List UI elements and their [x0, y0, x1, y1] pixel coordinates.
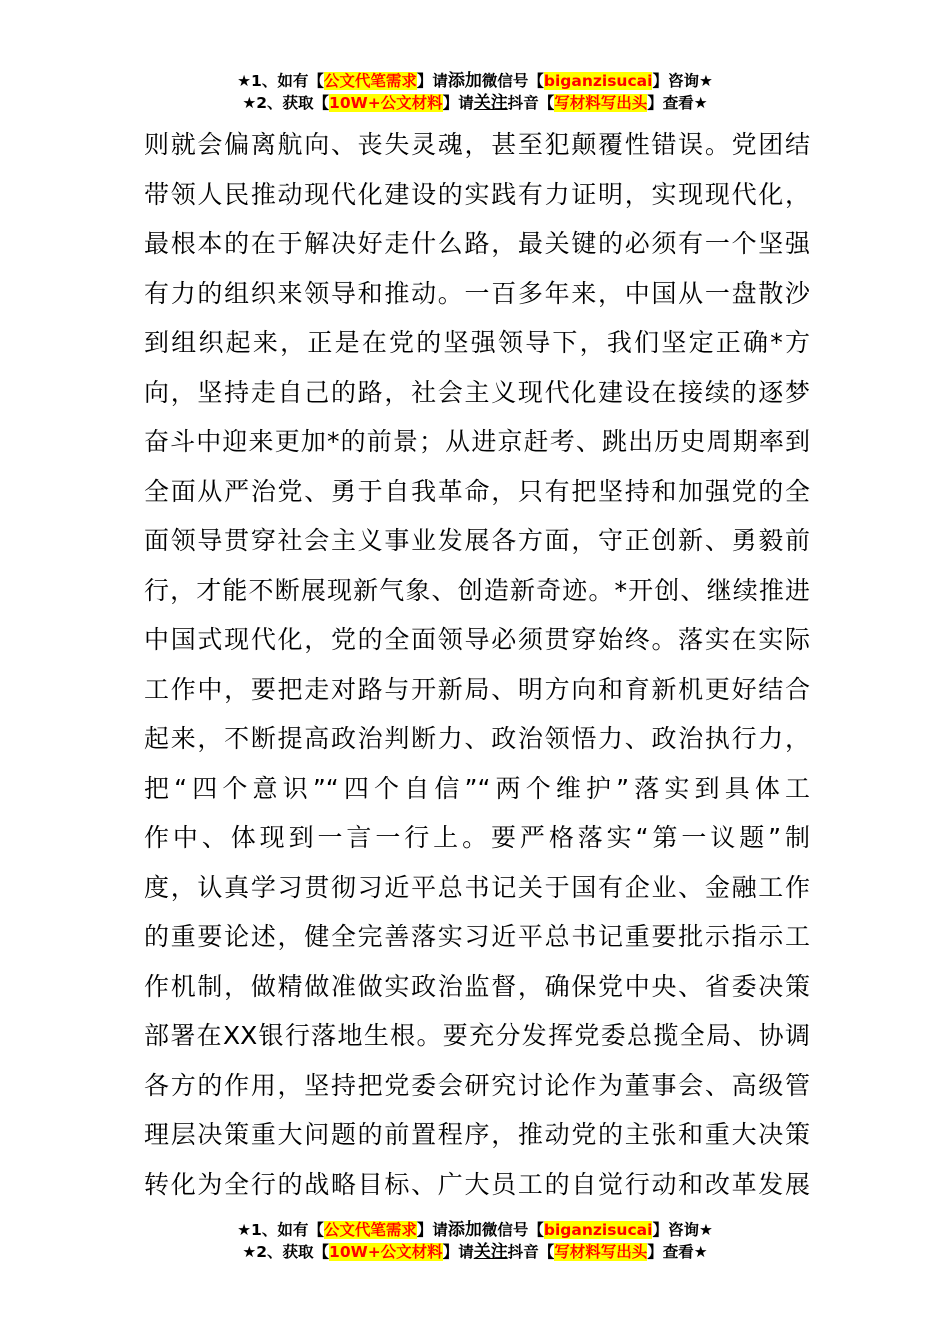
banner-text: 】咨询★ [652, 72, 713, 90]
body-line: 作中、体现到一言一行上。要严格落实“第一议题”制 [144, 823, 810, 852]
body-paragraph [144, 120, 810, 1209]
banner-highlight: 10W+公文材料 [329, 1243, 443, 1261]
banner-highlight: biganzisucai [543, 72, 653, 90]
body-line: 带领人民推动现代化建设的实践有力证明，实现现代化， [144, 179, 810, 209]
banner-line-2 [0, 1241, 950, 1263]
banner-highlight: biganzisucai [543, 1221, 653, 1239]
body-line: 奋斗中迎来更加*的前景；从进京赶考、跳出历史周期率到 [144, 427, 810, 456]
banner-emphasis: 添加 [447, 1220, 482, 1240]
banner-text: 抖音【 [507, 1243, 555, 1261]
body-line: 把“四个意识”“四个自信”“两个维护”落实到具体工 [144, 773, 810, 803]
banner-text: 】请 [442, 94, 474, 112]
banner-highlight: 10W+公文材料 [329, 94, 443, 112]
banner-text: 微信号【 [481, 72, 544, 90]
banner-text: 】查看★ [647, 1243, 708, 1261]
body-line: 度，认真学习贯彻习近平总书记关于国有企业、金融工作 [144, 872, 810, 902]
body-line: 起来，不断提高政治判断力、政治领悟力、政治执行力， [144, 724, 810, 753]
banner-highlight: 公文代笔需求 [323, 1221, 417, 1239]
body-line: 向，坚持走自己的路，社会主义现代化建设在接续的逐梦 [144, 377, 810, 407]
banner-text: 】请 [442, 1243, 474, 1261]
banner-emphasis: 关注 [473, 93, 508, 113]
footer-banner [0, 1219, 950, 1263]
banner-text: 微信号【 [481, 1221, 544, 1239]
banner-line-2 [0, 92, 950, 114]
banner-text: 抖音【 [507, 94, 555, 112]
banner-highlight: 写材料写出头 [554, 1243, 648, 1261]
banner-line-1 [0, 1219, 950, 1241]
body-line: 作机制，做精做准做实政治监督，确保党中央、省委决策 [144, 971, 810, 1001]
body-line: 中国式现代化，党的全面领导必须贯穿始终。落实在实际 [144, 625, 810, 654]
body-line: 转化为全行的战略目标、广大员工的自觉行动和改革发展 [144, 1169, 810, 1199]
banner-emphasis: 关注 [473, 1242, 508, 1262]
body-line: 全面从严治党、勇于自我革命，只有把坚持和加强党的全 [144, 476, 810, 506]
body-line: 面领导贯穿社会主义事业发展各方面，守正创新、勇毅前 [144, 526, 810, 555]
body-line: 行，才能不断展现新气象、创造新奇迹。*开创、继续推进 [144, 575, 810, 605]
body-line: 工作中，要把走对路与开新局、明方向和育新机更好结合 [144, 674, 810, 704]
body-line: 则就会偏离航向、丧失灵魂，甚至犯颠覆性错误。党团结 [144, 130, 810, 159]
body-line: 的重要论述，健全完善落实习近平总书记重要批示指示工 [144, 922, 810, 951]
banner-text: 】请 [416, 72, 448, 90]
banner-highlight: 公文代笔需求 [323, 72, 417, 90]
banner-text: 】请 [416, 1221, 448, 1239]
banner-text: ★2、获取【 [242, 94, 330, 112]
banner-line-1 [0, 70, 950, 92]
banner-text: 】咨询★ [652, 1221, 713, 1239]
body-line: 最根本的在于解决好走什么路，最关键的必须有一个坚强 [144, 229, 810, 258]
body-line: 理层决策重大问题的前置程序，推动党的主张和重大决策 [144, 1120, 810, 1149]
banner-text: ★2、获取【 [242, 1243, 330, 1261]
banner-text: 】查看★ [647, 94, 708, 112]
body-line: 各方的作用，坚持把党委会研究讨论作为董事会、高级管 [144, 1070, 810, 1100]
banner-highlight: 写材料写出头 [554, 94, 648, 112]
body-line: 到组织起来，正是在党的坚强领导下，我们坚定正确*方 [144, 328, 810, 357]
banner-emphasis: 添加 [447, 71, 482, 91]
body-line: 有力的组织来领导和推动。一百多年来，中国从一盘散沙 [144, 278, 810, 308]
header-banner [0, 70, 950, 114]
banner-text: ★1、如有【 [237, 1221, 324, 1239]
body-line: 部署在XX银行落地生根。要充分发挥党委总揽全局、协调 [144, 1021, 810, 1050]
banner-text: ★1、如有【 [237, 72, 324, 90]
